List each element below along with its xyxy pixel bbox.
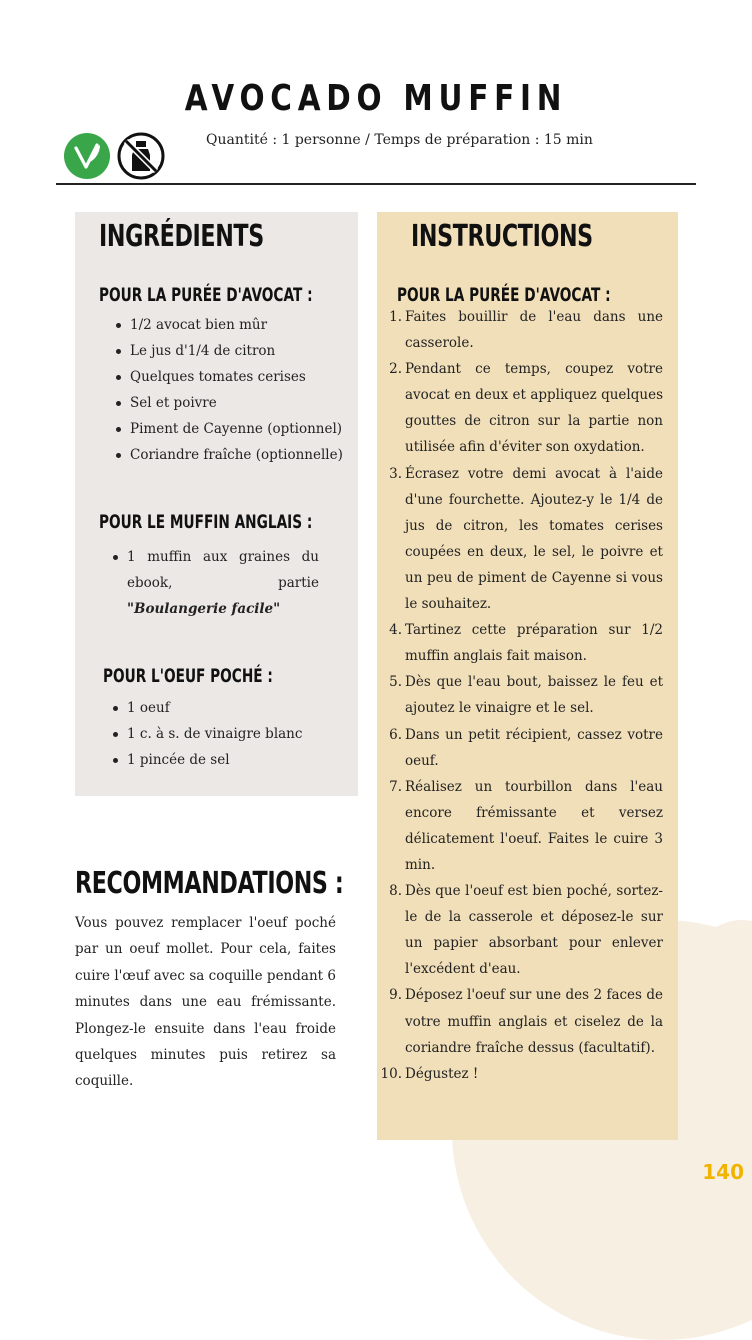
step-text: Tartinez cette préparation sur 1/2 muffin anglais fait maison. [405, 622, 663, 665]
muffin-ingredient [113, 544, 319, 622]
step-item [378, 722, 663, 774]
ingredient-item: Le jus d'1/4 de citron [116, 338, 343, 364]
instruction-steps [378, 304, 663, 1087]
step-text: Dès que l'eau bout, baissez le feu et ajoutez le vinaigre et le sel. [405, 674, 663, 717]
step-item [378, 1061, 663, 1087]
page-number: 140 [702, 1160, 744, 1184]
ingredient-item: 1 oeuf [113, 695, 302, 721]
ingredient-item: Piment de Cayenne (optionnel) [116, 416, 343, 442]
step-item [378, 774, 663, 878]
step-number: 4. [389, 622, 402, 639]
step-text: Pendant ce temps, coupez votre avocat en deux et appliquez quelques gouttes de citron sur la partie non utilisée afin d'éviter son oxydation. [405, 361, 663, 456]
recommendations-heading: RECOMMANDATIONS : [75, 866, 344, 901]
step-item [378, 982, 663, 1060]
step-item [378, 669, 663, 721]
header-divider [56, 183, 696, 185]
step-text: Dans un petit récipient, cassez votre oeuf. [405, 726, 663, 769]
vegan-leaf-icon [64, 133, 110, 179]
step-text: Déposez l'oeuf sur une des 2 faces de votre muffin anglais et ciselez de la coriandre fraîche dessus (facultatif). [405, 987, 663, 1056]
ingredients-heading: INGRÉDIENTS [99, 219, 264, 254]
step-number: 5. [389, 674, 402, 691]
step-item [378, 304, 663, 356]
muffin-heading: POUR LE MUFFIN ANGLAIS : [99, 511, 313, 533]
step-number: 8. [389, 883, 402, 900]
instructions-heading: INSTRUCTIONS [411, 219, 593, 254]
step-number: 3. [389, 465, 402, 482]
ingredient-item: 1 c. à s. de vinaigre blanc [113, 721, 302, 747]
step-item [378, 461, 663, 618]
ingredient-item: Quelques tomates cerises [116, 364, 343, 390]
muffin-text: 1 muffin aux graines du ebook, partie [127, 549, 319, 591]
muffin-reference: "Boulangerie facile" [127, 601, 281, 617]
no-dairy-bottle-icon [116, 131, 166, 181]
step-item [378, 617, 663, 669]
step-number: 2. [389, 361, 402, 378]
instructions-subheading: POUR LA PURÉE D'AVOCAT : [397, 284, 611, 306]
step-number: 6. [389, 726, 402, 743]
oeuf-ingredient-list [113, 695, 302, 773]
step-text: Faites bouillir de l'eau dans une casserole. [405, 309, 663, 352]
puree-ingredient-list [116, 312, 343, 468]
step-text: Écrasez votre demi avocat à l'aide d'une fourchette. Ajoutez-y le 1/4 de jus de citron, les tomates cerises coupées en deux, le sel, le poivre et un peu de piment de Cayenne si vous le souhaitez. [405, 465, 663, 613]
step-text: Réalisez un tourbillon dans l'eau encore frémissante et versez délicatement l'oeuf. Faites le cuire 3 min. [405, 778, 663, 873]
step-number: 7. [389, 778, 402, 795]
oeuf-heading: POUR L'OEUF POCHÉ : [103, 665, 273, 687]
quantity-time-info: Quantité : 1 personne / Temps de préparation : 15 min [206, 132, 593, 148]
step-number: 9. [389, 987, 402, 1004]
step-number: 1. [389, 309, 402, 325]
recommendations-text: Vous pouvez remplacer l'oeuf poché par un oeuf mollet. Pour cela, faites cuire l'œuf avec sa coquille pendant 6 minutes dans une eau frémissante. Plongez-le ensuite dans l'eau froide quelques minutes puis retirez sa coquille. [75, 915, 336, 1090]
step-number: 10. [380, 1065, 402, 1082]
step-item [378, 878, 663, 982]
ingredient-item: Sel et poivre [116, 390, 343, 416]
ingredient-item: Coriandre fraîche (optionnelle) [116, 442, 343, 468]
puree-heading: POUR LA PURÉE D'AVOCAT : [99, 284, 313, 306]
recipe-title: AVOCADO MUFFIN [184, 78, 568, 119]
ingredient-item: 1 pincée de sel [113, 747, 302, 773]
step-item [378, 356, 663, 460]
ingredient-item: 1/2 avocat bien mûr [116, 312, 343, 338]
step-text: Dégustez ! [405, 1065, 479, 1082]
step-text: Dès que l'oeuf est bien poché, sortez-le de la casserole et déposez-le sur un papier absorbant pour enlever l'excédent d'eau. [405, 883, 663, 978]
